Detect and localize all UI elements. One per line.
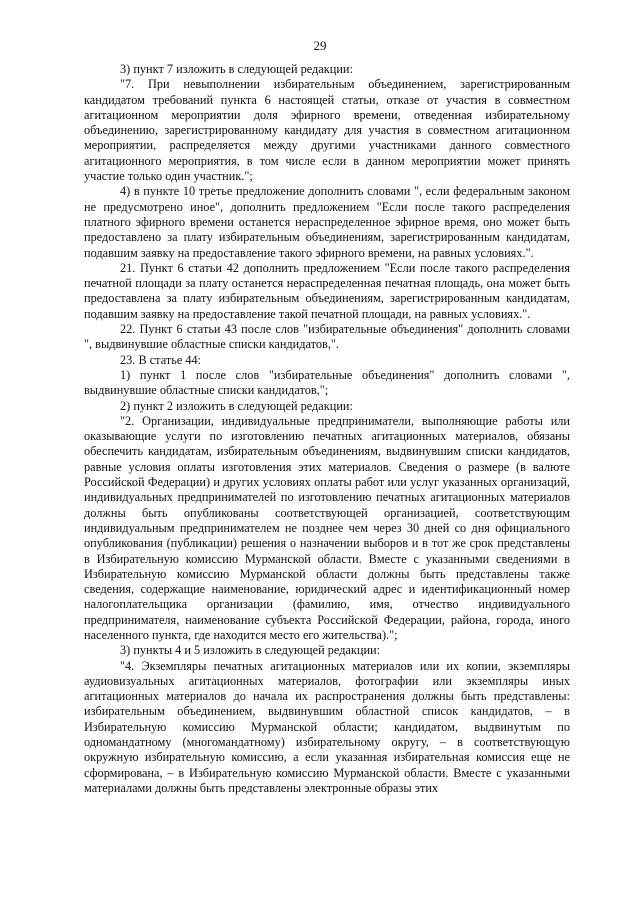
paragraph-point-23: 23. В статье 44: [120,352,202,367]
paragraph-item-2: 2) пункт 2 изложить в следующей редакции: [120,398,353,413]
document-body [84,62,570,796]
paragraph-quote-2: "2. Организации, индивидуальные предприниматели, выполняющие работы или оказывающие услуги по изготовлению печатных агитационных материалов, обязаны обеспечить кандидатам, избирательным объединениям, выдвинувшим списки кандидатов, равные условия оплаты изготовления этих материалов. Сведения о размере (в валюте Российской Федерации) и других условиях оплаты работ или услуг указанных организаций, индивидуальных предпринимателей по изготовлению печатных агитационных материалов должны быть опубликованы соответствующей организацией, соответствующим индивидуальным предпринимателем не позднее чем через 30 дней со дня официального опубликования (публикации) решения о назначении выборов и в тот же срок представлены в Избирательную комиссию Мурманской области. Вместе с указанными сведениями в Избирательную комиссию Мурманской области должны быть представлены также сведения, содержащие наименование, юридический адрес и идентификационный номер налогоплательщика организации (фамилию, имя, отчество индивидуального предпринимателя, наименование субъекта Российской Федерации, района, города, иного населенного пункта, где находится место его жительства)."; [84,413,570,642]
paragraph-quote-4: "4. Экземпляры печатных агитационных материалов или их копии, экземпляры аудиовизуальных агитационных материалов, фотографии или экземпляры иных агитационных материалов до начала их распространения должны быть представлены: избирательным объединением, выдвинувшим областной список кандидатов, – в Избирательную комиссию Мурманской области; кандидатом, выдвинутым по одномандатному (многомандатному) избирательному округу, – в соответствующую окружную избирательную комиссию, а если указанная избирательная комиссия еще не сформирована, – в Избирательную комиссию Мурманской области. Вместе с указанными материалами должны быть представлены электронные образы этих [84,658,570,795]
paragraph-point-22: 22. Пункт 6 статьи 43 после слов "избирательные объединения" дополнить словами ", выдвинувшие областные списки кандидатов,". [84,322,570,352]
paragraph-item-4: 4) в пункте 10 третье предложение дополнить словами ", если федеральным законом не предусмотрено иное", дополнить предложением "Если после такого распределения платного эфирного времени останется нераспределенное эфирное время, оно может быть предоставлено за плату избирательным объединениям, зарегистрированным кандидатам, подавшим заявку на предоставление такого эфирного времени, на равных условиях.". [84,184,570,260]
page-number: 29 [313,38,327,53]
paragraph-item-1: 1) пункт 1 после слов "избирательные объединения" дополнить словами ", выдвинувшие областные списки кандидатов,"; [84,367,570,398]
paragraph-quote-7: "7. При невыполнении избирательным объединением, зарегистрированным кандидатом требований пункта 6 настоящей статьи, отказе от участия в совместном агитационном мероприятии доля эфирного времени, отведенная избирательному объединению, зарегистрированному кандидату для участия в совместном агитационном мероприятии, распределяется между другими участниками данного совместного агитационного мероприятия, в том числе если в данном мероприятии может принять участие только один участник."; [84,77,570,184]
paragraph-item-3b: 3) пункты 4 и 5 изложить в следующей редакции: [120,643,381,658]
paragraph-item-3: 3) пункт 7 изложить в следующей редакции: [120,62,353,76]
paragraph-point-21: 21. Пункт 6 статьи 42 дополнить предложением "Если после такого распределения печатной площади за плату останется нераспределенная печатная площадь, она может быть предоставлена за плату избирательным объединениям, зарегистрированным кандидатам, подавшим заявку на предоставление такой печатной площади, на равных условиях.". [84,260,570,321]
